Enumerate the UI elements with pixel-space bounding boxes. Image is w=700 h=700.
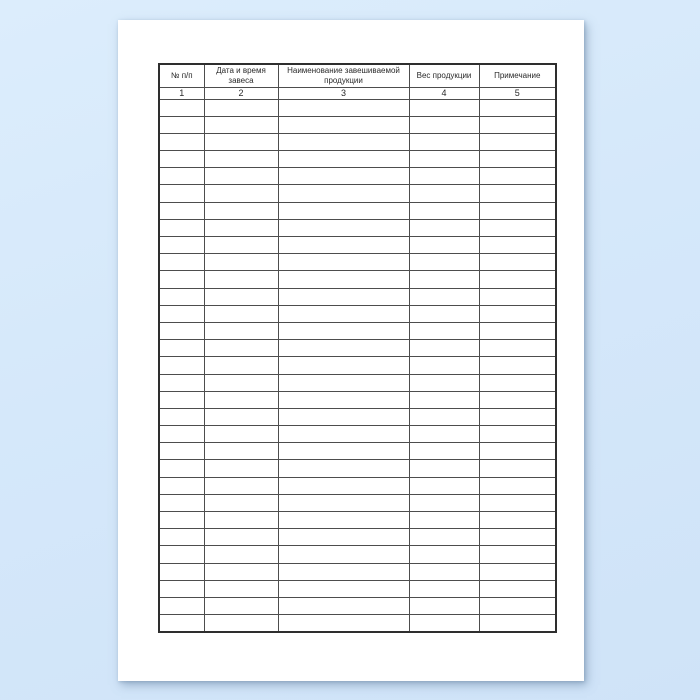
column-header-note: Примечание (479, 64, 556, 87)
empty-cell (278, 546, 409, 563)
empty-cell (278, 477, 409, 494)
empty-cell (159, 99, 204, 116)
empty-cell (278, 168, 409, 185)
empty-cell (278, 271, 409, 288)
empty-cell (479, 254, 556, 271)
empty-cell (278, 254, 409, 271)
table-row (159, 357, 556, 374)
empty-cell (204, 563, 278, 580)
empty-cell (409, 615, 479, 632)
empty-cell (479, 288, 556, 305)
empty-cell (204, 237, 278, 254)
table-row (159, 443, 556, 460)
empty-cell (479, 391, 556, 408)
empty-cell (204, 615, 278, 632)
empty-cell (409, 202, 479, 219)
table-row (159, 494, 556, 511)
empty-cell (479, 340, 556, 357)
table-row (159, 237, 556, 254)
column-header-weight: Вес продукции (409, 64, 479, 87)
column-number-cell: 1 (159, 87, 204, 99)
empty-cell (159, 151, 204, 168)
empty-cell (204, 357, 278, 374)
empty-cell (159, 357, 204, 374)
empty-cell (159, 443, 204, 460)
empty-cell (159, 580, 204, 597)
empty-cell (409, 237, 479, 254)
empty-cell (204, 494, 278, 511)
empty-cell (409, 391, 479, 408)
empty-cell (204, 374, 278, 391)
column-number-cell: 2 (204, 87, 278, 99)
empty-cell (204, 408, 278, 425)
empty-cell (204, 512, 278, 529)
table-row (159, 99, 556, 116)
empty-cell (159, 563, 204, 580)
empty-cell (409, 529, 479, 546)
empty-cell (159, 168, 204, 185)
weighing-log-table (158, 63, 557, 633)
table-row (159, 374, 556, 391)
empty-cell (479, 615, 556, 632)
empty-cell (159, 529, 204, 546)
empty-cell (479, 546, 556, 563)
empty-cell (479, 151, 556, 168)
empty-cell (409, 288, 479, 305)
empty-cell (159, 288, 204, 305)
empty-cell (159, 185, 204, 202)
empty-cell (159, 133, 204, 150)
empty-cell (204, 546, 278, 563)
empty-cell (479, 443, 556, 460)
empty-cell (409, 271, 479, 288)
empty-cell (479, 374, 556, 391)
table-row (159, 202, 556, 219)
empty-cell (278, 151, 409, 168)
empty-cell (159, 237, 204, 254)
empty-cell (409, 546, 479, 563)
table-row (159, 305, 556, 322)
empty-cell (479, 168, 556, 185)
empty-cell (409, 374, 479, 391)
empty-cell (479, 133, 556, 150)
empty-cell (278, 305, 409, 322)
table-row (159, 254, 556, 271)
empty-cell (409, 477, 479, 494)
empty-cell (204, 322, 278, 339)
empty-cell (479, 271, 556, 288)
empty-cell (409, 340, 479, 357)
table-row (159, 271, 556, 288)
empty-cell (159, 512, 204, 529)
empty-cell (278, 322, 409, 339)
empty-cell (204, 116, 278, 133)
empty-cell (409, 116, 479, 133)
empty-cell (409, 133, 479, 150)
empty-cell (479, 237, 556, 254)
empty-cell (409, 563, 479, 580)
empty-cell (204, 254, 278, 271)
empty-cell (409, 426, 479, 443)
empty-cell (204, 443, 278, 460)
empty-cell (479, 357, 556, 374)
empty-cell (479, 477, 556, 494)
empty-cell (479, 580, 556, 597)
table-row (159, 408, 556, 425)
empty-cell (278, 563, 409, 580)
empty-cell (204, 340, 278, 357)
empty-cell (479, 408, 556, 425)
empty-cell (204, 391, 278, 408)
empty-cell (278, 116, 409, 133)
empty-cell (409, 408, 479, 425)
empty-cell (159, 116, 204, 133)
table-row (159, 615, 556, 632)
empty-cell (409, 512, 479, 529)
column-number-cell: 3 (278, 87, 409, 99)
table-row (159, 460, 556, 477)
column-header-product: Наименование завешиваемой продукции (278, 64, 409, 87)
empty-cell (278, 408, 409, 425)
table-row (159, 426, 556, 443)
table-row (159, 133, 556, 150)
empty-cell (409, 305, 479, 322)
empty-cell (159, 426, 204, 443)
empty-cell (159, 597, 204, 614)
empty-cell (204, 219, 278, 236)
table-body (159, 99, 556, 632)
empty-cell (278, 133, 409, 150)
empty-cell (278, 443, 409, 460)
empty-cell (278, 460, 409, 477)
empty-cell (409, 219, 479, 236)
empty-cell (278, 494, 409, 511)
empty-cell (479, 116, 556, 133)
table-row (159, 168, 556, 185)
empty-cell (409, 254, 479, 271)
empty-cell (159, 477, 204, 494)
empty-cell (204, 185, 278, 202)
empty-cell (159, 254, 204, 271)
empty-cell (159, 340, 204, 357)
empty-cell (409, 460, 479, 477)
table-row (159, 288, 556, 305)
empty-cell (159, 219, 204, 236)
empty-cell (479, 563, 556, 580)
table-row (159, 340, 556, 357)
column-header-index: № п/п (159, 64, 204, 87)
empty-cell (479, 494, 556, 511)
empty-cell (204, 151, 278, 168)
empty-cell (409, 494, 479, 511)
empty-cell (409, 357, 479, 374)
empty-cell (278, 529, 409, 546)
empty-cell (159, 546, 204, 563)
empty-cell (204, 580, 278, 597)
column-number-cell: 4 (409, 87, 479, 99)
empty-cell (204, 271, 278, 288)
empty-cell (278, 374, 409, 391)
empty-cell (204, 477, 278, 494)
empty-cell (159, 271, 204, 288)
empty-cell (479, 529, 556, 546)
table-row (159, 151, 556, 168)
table-row (159, 597, 556, 614)
column-header-datetime: Дата и время завеса (204, 64, 278, 87)
empty-cell (159, 615, 204, 632)
empty-cell (159, 391, 204, 408)
empty-cell (159, 322, 204, 339)
empty-cell (409, 597, 479, 614)
empty-cell (278, 597, 409, 614)
empty-cell (278, 357, 409, 374)
table-row (159, 529, 556, 546)
empty-cell (278, 185, 409, 202)
empty-cell (278, 391, 409, 408)
empty-cell (204, 305, 278, 322)
column-number-row (159, 87, 556, 99)
empty-cell (479, 597, 556, 614)
table-header (159, 64, 556, 99)
empty-cell (479, 185, 556, 202)
table-row (159, 563, 556, 580)
empty-cell (159, 305, 204, 322)
empty-cell (204, 202, 278, 219)
empty-cell (479, 99, 556, 116)
empty-cell (159, 494, 204, 511)
empty-cell (278, 288, 409, 305)
empty-cell (159, 202, 204, 219)
empty-cell (278, 580, 409, 597)
empty-cell (409, 185, 479, 202)
empty-cell (278, 237, 409, 254)
empty-cell (278, 512, 409, 529)
table-row (159, 322, 556, 339)
empty-cell (204, 99, 278, 116)
empty-cell (278, 99, 409, 116)
empty-cell (409, 151, 479, 168)
empty-cell (204, 460, 278, 477)
document-page (118, 20, 584, 681)
empty-cell (409, 443, 479, 460)
empty-cell (204, 133, 278, 150)
empty-cell (409, 322, 479, 339)
empty-cell (409, 99, 479, 116)
empty-cell (204, 426, 278, 443)
empty-cell (479, 202, 556, 219)
empty-cell (159, 374, 204, 391)
table-row (159, 116, 556, 133)
empty-cell (409, 168, 479, 185)
table-row (159, 391, 556, 408)
empty-cell (159, 408, 204, 425)
table-row (159, 546, 556, 563)
table-row (159, 477, 556, 494)
empty-cell (479, 426, 556, 443)
empty-cell (479, 322, 556, 339)
empty-cell (159, 460, 204, 477)
empty-cell (204, 597, 278, 614)
column-number-cell: 5 (479, 87, 556, 99)
table-row (159, 185, 556, 202)
empty-cell (409, 580, 479, 597)
empty-cell (278, 426, 409, 443)
table-row (159, 580, 556, 597)
empty-cell (479, 460, 556, 477)
table-row (159, 512, 556, 529)
empty-cell (204, 168, 278, 185)
empty-cell (278, 615, 409, 632)
table-row (159, 219, 556, 236)
empty-cell (479, 512, 556, 529)
empty-cell (278, 202, 409, 219)
empty-cell (278, 219, 409, 236)
header-row (159, 64, 556, 87)
empty-cell (479, 305, 556, 322)
empty-cell (204, 529, 278, 546)
empty-cell (278, 340, 409, 357)
empty-cell (479, 219, 556, 236)
empty-cell (204, 288, 278, 305)
